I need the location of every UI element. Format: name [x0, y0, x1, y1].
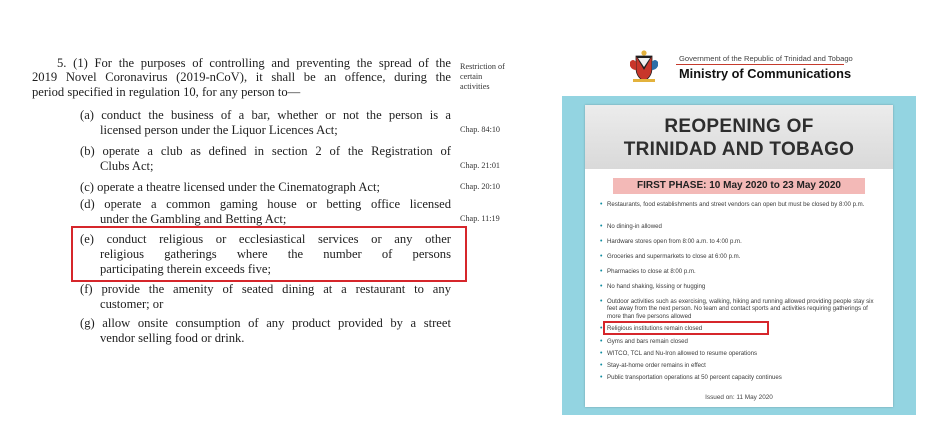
government-line: Government of the Republic of Trinidad and Tobago [679, 54, 853, 63]
legal-line: (a) conduct the business of a bar, whether or not the person is a [80, 108, 451, 122]
phase-heading: FIRST PHASE: 10 May 2020 to 23 May 2020 [613, 178, 865, 194]
chapter-reference: Chap. 21:01 [460, 161, 501, 170]
clause-e-highlight-box [71, 226, 467, 282]
legal-line: (b) operate a club as defined in section 2 of the Registration of [80, 144, 451, 158]
poster-title-line2: TRINIDAD AND TOBAGO [623, 139, 855, 160]
legal-line: (d) operate a common gaming house or betting office licensed [80, 197, 451, 211]
bullet-item: • Hardware stores open from 8:00 a.m. to 4:00 p.m. [600, 238, 742, 245]
reopening-poster [550, 38, 925, 415]
margin-note-line: certain [460, 72, 483, 81]
legal-line: (g) allow onsite consumption of any product provided by a street [80, 316, 451, 330]
legal-line: (c) operate a theatre licensed under the Cinematograph Act; [80, 180, 381, 194]
legal-line: 5. (1) For the purposes of controlling and preventing the spread of the [57, 56, 451, 70]
legal-line: under the Gambling and Betting Act; [100, 212, 287, 226]
coat-of-arms-icon [626, 48, 662, 84]
bullet-item: • Outdoor activities such as exercising, walking, hiking and running allowed providing people stay six feet away from the next person. No team and contact sports and activities requiring gatherings of more than five persons allowed [600, 298, 874, 320]
poster-title-line1: REOPENING OF [664, 116, 814, 137]
poster-card [585, 105, 893, 407]
issued-date: Issued on: 11 May 2020 [705, 394, 773, 401]
margin-note-line: activities [460, 82, 490, 91]
legal-line: participating therein exceeds five; [100, 262, 271, 276]
bullet-item: • Groceries and supermarkets to close at 6:00 p.m. [600, 253, 741, 260]
legal-line: customer; or [100, 297, 164, 311]
chapter-reference: Chap. 20:10 [460, 182, 501, 191]
legal-line: religious gatherings where the number of persons [100, 247, 451, 261]
header-divider [676, 64, 844, 65]
margin-note-line: Restriction of [460, 62, 505, 71]
bullet-item: • Restaurants, food establishments and street vendors can open but must be closed by 8:00 p.m. [600, 201, 865, 208]
ministry-name: Ministry of Communications [679, 66, 852, 81]
legal-line: Clubs Act; [100, 159, 154, 173]
bullet-item: • Gyms and bars remain closed [600, 338, 688, 345]
bullet-item: • Public transportation operations at 50 percent capacity continues [600, 374, 782, 381]
legal-line: 2019 Novel Coronavirus (2019-nCoV), it shall be an offence, during the [32, 70, 451, 84]
chapter-reference: Chap. 84:10 [460, 125, 501, 134]
legal-line: vendor selling food or drink. [100, 331, 245, 345]
religious-institutions-highlight-box [603, 321, 769, 335]
poster-panel [562, 96, 916, 415]
legal-line: (e) conduct religious or ecclesiastical services or any other [80, 232, 451, 246]
bullet-item: • WITCO, TCL and Nu-Iron allowed to resume operations [600, 350, 758, 357]
bullet-item: • Religious institutions remain closed [600, 325, 703, 332]
legal-line: period specified in regulation 10, for any person to— [32, 85, 301, 99]
chapter-reference: Chap. 11:19 [460, 214, 500, 223]
bullet-item: • No dining-in allowed [600, 223, 662, 230]
bullet-item: • Pharmacies to close at 8:00 p.m. [600, 268, 696, 275]
legal-line: licensed person under the Liquor Licences Act; [100, 123, 338, 137]
bullet-item: • Stay-at-home order remains in effect [600, 362, 706, 369]
legal-line: (f) provide the amenity of seated dining at a restaurant to any [80, 282, 451, 296]
bullet-item: • No hand shaking, kissing or hugging [600, 283, 706, 290]
